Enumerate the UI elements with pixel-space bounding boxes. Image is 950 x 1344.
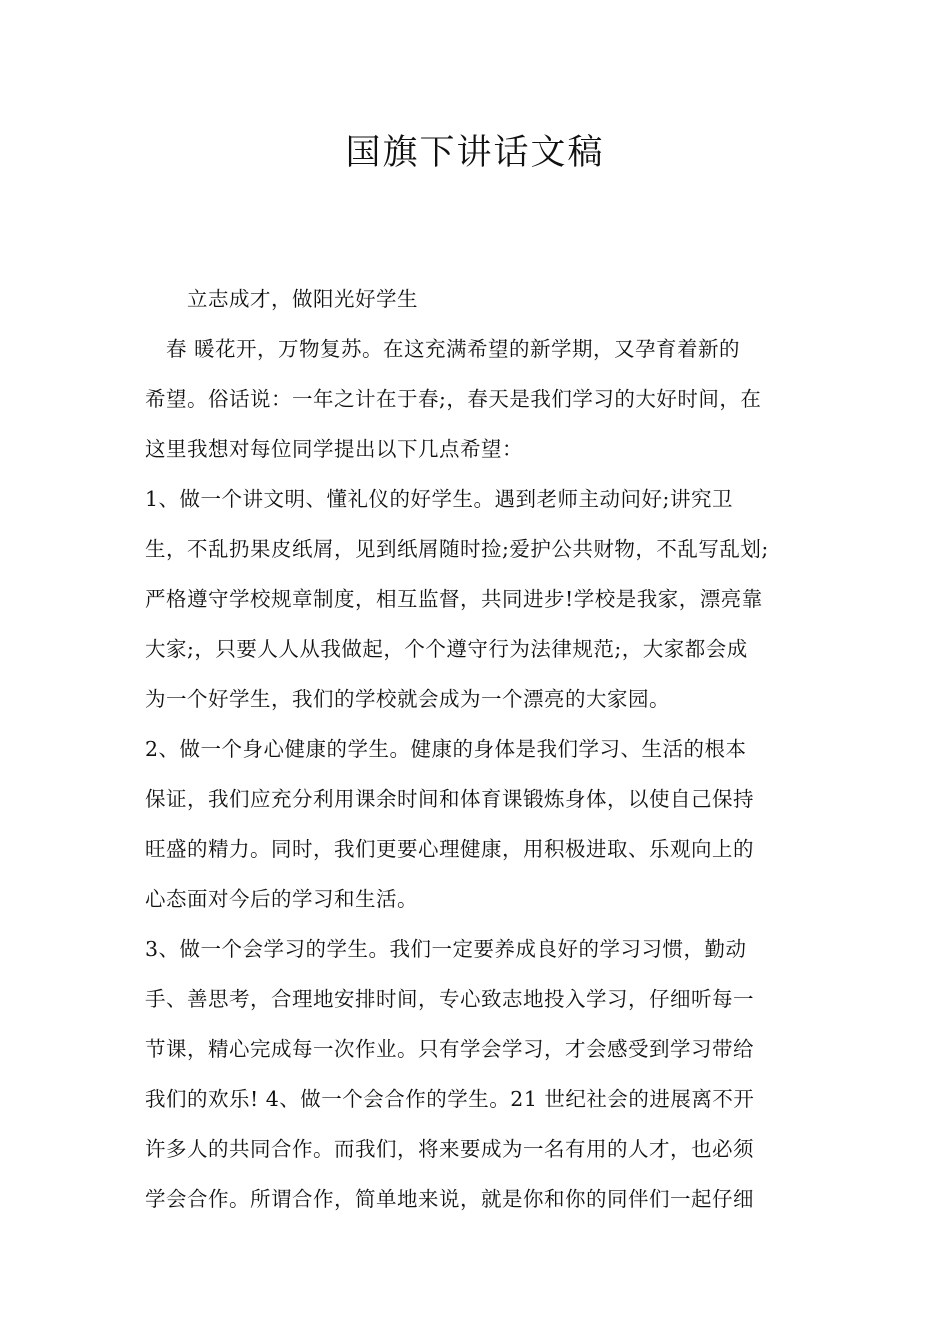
body-line: 保证，我们应充分利用课余时间和体育课锻炼身体，以使自己保持 xyxy=(145,787,754,811)
body-line: 严格遵守学校规章制度，相互监督，共同进步!学校是我家，漂亮靠 xyxy=(145,587,763,611)
body-line: 许多人的共同合作。而我们，将来要成为一名有用的人才，也必须 xyxy=(145,1137,754,1161)
body-line: 学会合作。所谓合作，简单地来说，就是你和你的同伴们一起仔细 xyxy=(145,1187,754,1211)
body-line: 希望。俗话说：一年之计在于春;，春天是我们学习的大好时间，在 xyxy=(145,387,762,411)
body-line: 1、做一个讲文明、懂礼仪的好学生。遇到老师主动问好;讲究卫 xyxy=(145,487,733,511)
body-line: 3、做一个会学习的学生。我们一定要养成良好的学习习惯，勤动 xyxy=(145,937,747,961)
document-title: 国旗下讲话文稿 xyxy=(345,133,605,173)
body-line: 春 暖花开，万物复苏。在这充满希望的新学期，又孕育着新的 xyxy=(145,337,741,361)
body-line-subtitle: 立志成才，做阳光好学生 xyxy=(145,287,418,311)
body-line: 这里我想对每位同学提出以下几点希望： xyxy=(145,437,523,461)
body-line: 节课，精心完成每一次作业。只有学会学习，才会感受到学习带给 xyxy=(145,1037,754,1061)
body-line: 生，不乱扔果皮纸屑，见到纸屑随时捡;爱护公共财物，不乱写乱划; xyxy=(145,537,769,561)
body-line: 我们的欢乐! 4、做一个会合作的学生。21 世纪社会的进展离不开 xyxy=(145,1087,755,1111)
body-line: 2、做一个身心健康的学生。健康的身体是我们学习、生活的根本 xyxy=(145,737,747,761)
body-line: 手、善思考，合理地安排时间，专心致志地投入学习，仔细听每一 xyxy=(145,987,754,1011)
body-line: 旺盛的精力。同时，我们更要心理健康，用积极进取、乐观向上的 xyxy=(145,837,754,861)
body-line: 为一个好学生，我们的学校就会成为一个漂亮的大家园。 xyxy=(145,687,670,711)
body-line: 心态面对今后的学习和生活。 xyxy=(145,887,418,911)
body-line: 大家;，只要人人从我做起，个个遵守行为法律规范;，大家都会成 xyxy=(145,637,748,661)
